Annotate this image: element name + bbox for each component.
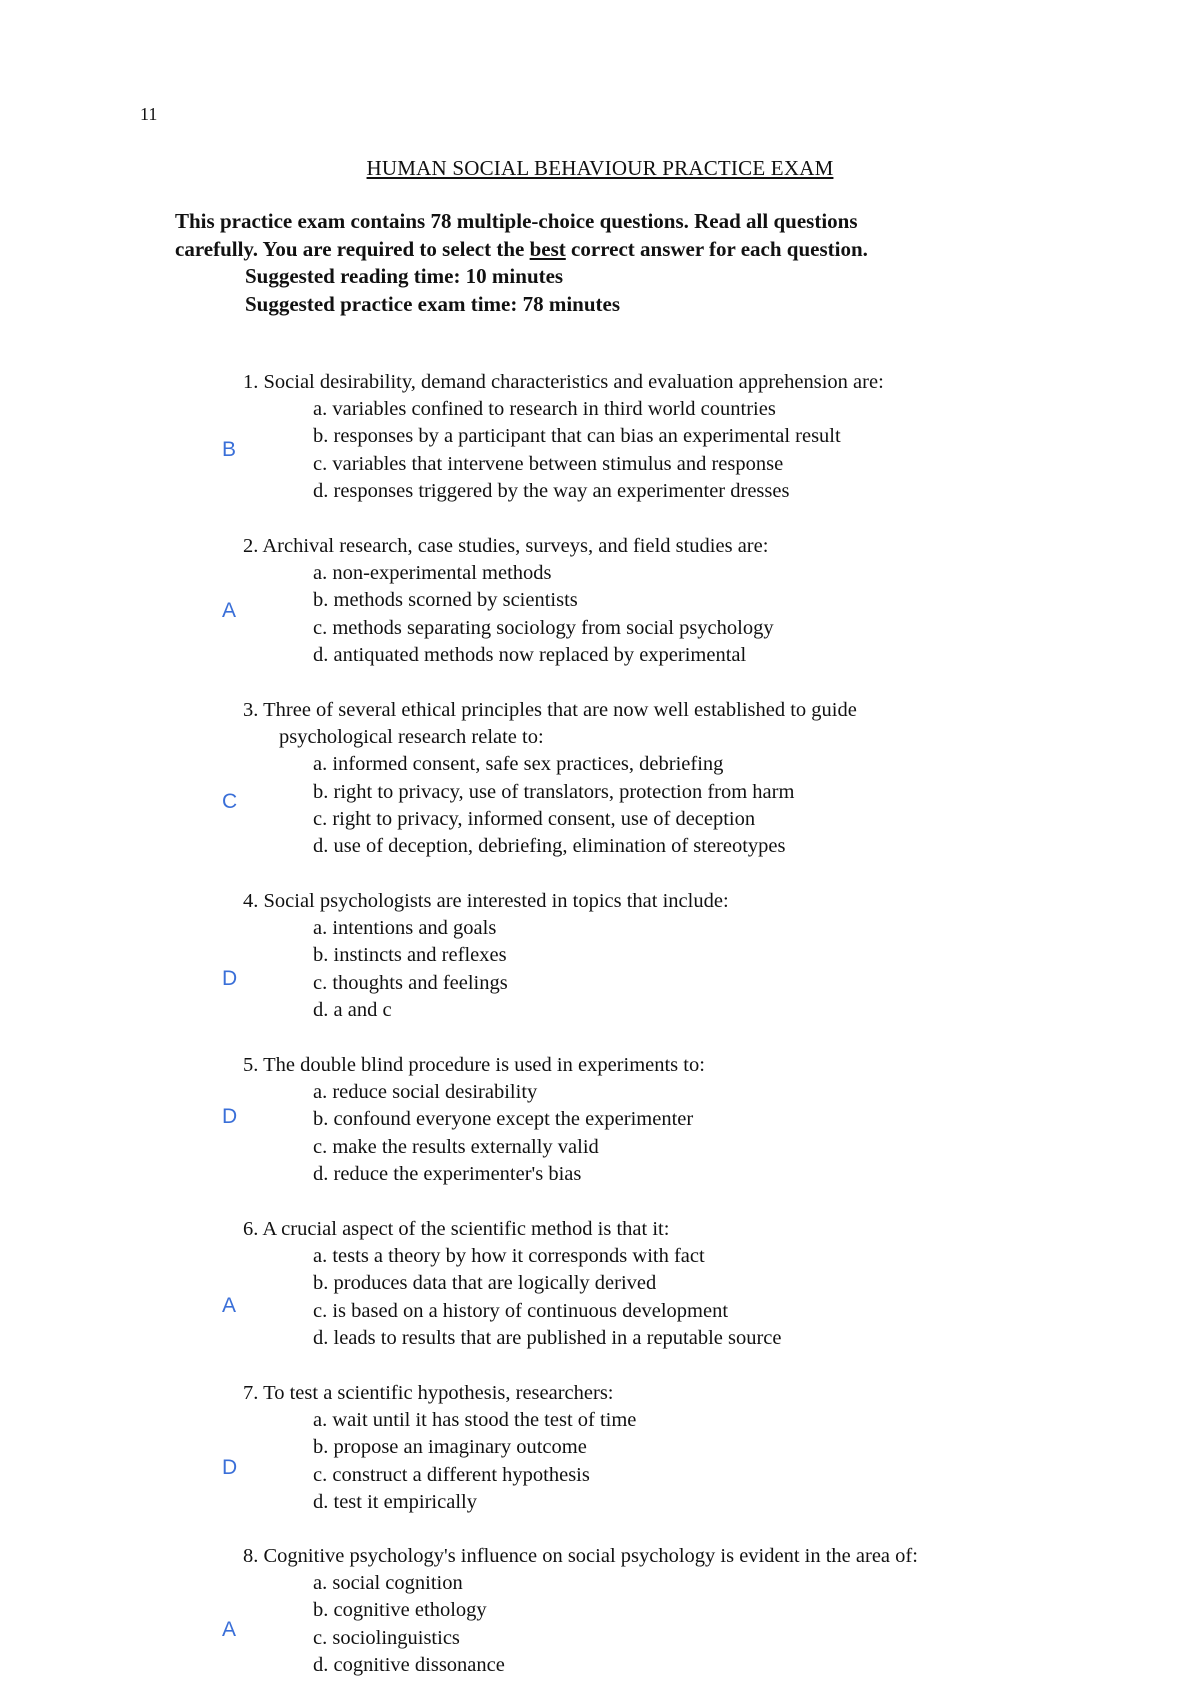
question-stem: A crucial aspect of the scientific method is that it: [262,1218,670,1240]
option-c: c. construct a different hypothesis [313,1463,590,1486]
answer-mark-5: D [222,1105,238,1128]
question-number: 5. [243,1054,259,1076]
emphasis-best: best [529,236,566,261]
question-8 [243,1543,918,1679]
option-d: d. leads to results that are published in a reputable source [313,1326,782,1349]
options-list [243,1243,782,1352]
question-text [243,533,774,560]
options-list [243,751,857,860]
answer-mark-3: C [222,790,238,813]
option-c: c. right to privacy, informed consent, use of deception [313,807,756,830]
answer-mark-4: D [222,967,238,990]
option-d: d. antiquated methods now replaced by experimental [313,643,747,666]
instructions-line-2-start: carefully. You are required to select the [175,236,530,261]
question-4 [243,888,729,1024]
instructions-line-1: This practice exam contains 78 multiple-choice questions. Read all questions [175,209,858,233]
question-6 [243,1216,782,1352]
option-c: c. make the results externally valid [313,1135,599,1158]
option-d: d. use of deception, debriefing, elimination of stereotypes [313,835,786,858]
question-stem: Three of several ethical principles that are now well established to guide [263,699,857,721]
instructions [175,208,975,263]
options-list [243,1407,636,1516]
option-c: c. sociolinguistics [313,1626,460,1649]
option-b: b. instincts and reflexes [313,944,507,967]
option-c: c. thoughts and feelings [313,971,508,994]
option-c: c. variables that intervene between stimulus and response [313,452,784,475]
question-text [243,1216,782,1243]
option-b: b. methods scorned by scientists [313,589,578,612]
option-b: b. right to privacy, use of translators, protection from harm [313,780,795,803]
option-d: d. responses triggered by the way an experimenter dresses [313,479,790,502]
question-1 [243,369,884,505]
question-text [243,888,729,915]
question-stem: To test a scientific hypothesis, researchers: [263,1382,614,1404]
answer-mark-7: D [222,1456,238,1479]
question-stem: The double blind procedure is used in experiments to: [263,1054,705,1076]
option-d: d. a and c [313,998,392,1021]
answer-mark-6: A [222,1294,237,1317]
question-2 [243,533,774,669]
question-number: 2. [243,535,259,557]
answer-mark-2: A [222,599,237,622]
question-text [243,369,884,396]
question-number: 7. [243,1382,259,1404]
question-3 [243,697,857,860]
question-number: 8. [243,1545,259,1567]
question-stem: Social desirability, demand characteristics and evaluation apprehension are: [263,371,884,393]
option-b: b. propose an imaginary outcome [313,1436,587,1459]
exam-time: Suggested practice exam time: 78 minutes [245,291,621,316]
options-list [243,396,884,505]
question-stem: Archival research, case studies, surveys, and field studies are: [262,535,769,557]
reading-time: Suggested reading time: 10 minutes [245,264,564,288]
options-list [243,1079,705,1188]
option-d: d. reduce the experimenter's bias [313,1162,582,1185]
option-c: c. methods separating sociology from social psychology [313,616,774,639]
question-number: 1. [243,371,259,393]
option-a: a. reduce social desirability [313,1081,538,1104]
option-d: d. test it empirically [313,1490,477,1513]
question-7 [243,1380,636,1516]
question-number: 3. [243,699,259,721]
page-number: 11 [140,104,158,124]
page-title: HUMAN SOCIAL BEHAVIOUR PRACTICE EXAM [366,156,834,180]
option-b: b. confound everyone except the experimenter [313,1108,694,1131]
options-list [243,560,774,669]
question-stem: Social psychologists are interested in topics that include: [263,890,729,912]
option-a: a. social cognition [313,1572,463,1595]
options-list [243,1570,918,1679]
instructions-line-2 [175,236,975,264]
option-d: d. cognitive dissonance [313,1653,505,1676]
option-b: b. cognitive ethology [313,1599,487,1622]
question-5 [243,1052,705,1188]
option-a: a. intentions and goals [313,917,497,940]
instructions-line-2-end: correct answer for each question. [565,236,868,261]
question-stem: Cognitive psychology's influence on social psychology is evident in the area of: [263,1545,918,1567]
option-a: a. informed consent, safe sex practices, debriefing [313,753,724,776]
option-c: c. is based on a history of continuous development [313,1299,729,1322]
option-a: a. wait until it has stood the test of time [313,1409,637,1432]
options-list [243,915,729,1024]
option-a: a. tests a theory by how it corresponds with fact [313,1245,705,1268]
question-text [243,1543,918,1570]
option-b: b. responses by a participant that can bias an experimental result [313,425,841,448]
answer-mark-8: A [222,1618,237,1641]
question-text [243,1052,705,1079]
question-number: 6. [243,1218,259,1240]
question-stem-continued: psychological research relate to: [279,726,544,749]
option-a: a. non-experimental methods [313,562,552,585]
question-text [243,1380,636,1407]
question-number: 4. [243,890,259,912]
question-text [243,697,857,751]
option-b: b. produces data that are logically derived [313,1272,657,1295]
option-a: a. variables confined to research in third world countries [313,398,776,421]
suggested-times [245,263,620,318]
answer-mark-1: B [222,438,237,461]
